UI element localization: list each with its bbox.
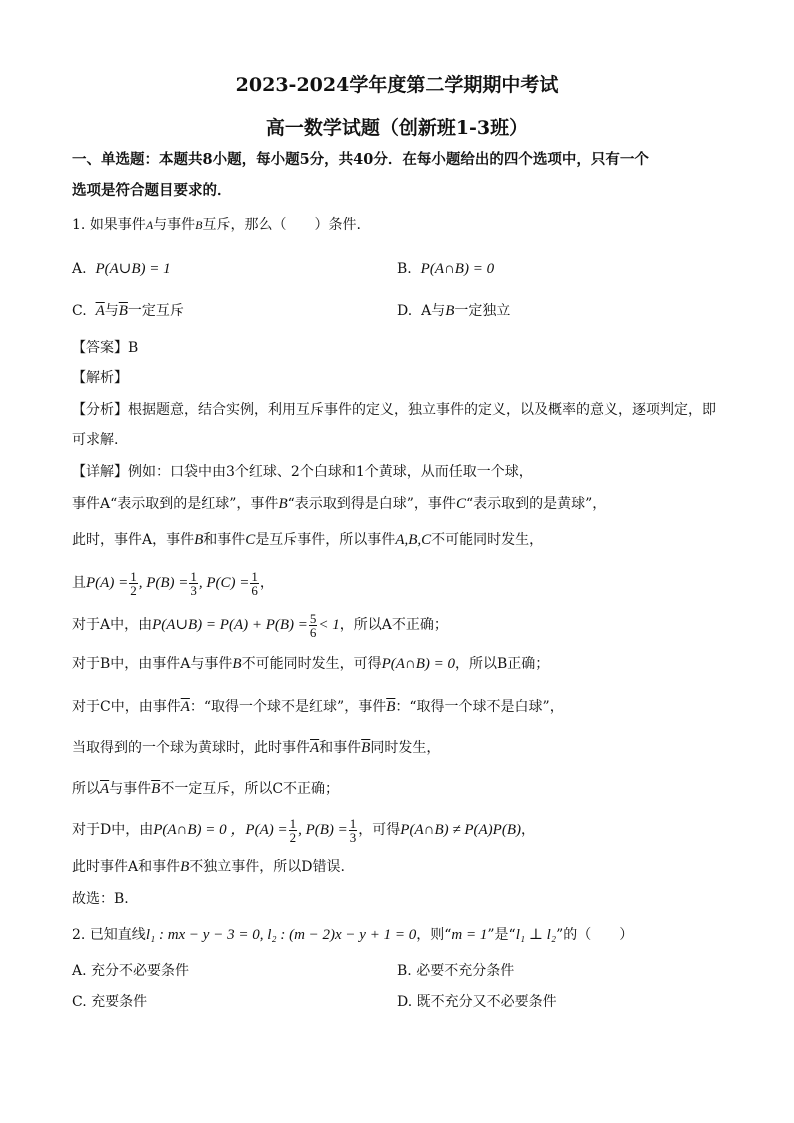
- question-number: 2.: [72, 927, 86, 943]
- q2-option-d[interactable]: D. 既不充分又不必要条件: [397, 994, 557, 1010]
- detail-line-1: 【详解】例如：口袋中由3个红球、2个白球和1个黄球，从而任取一个球，: [72, 464, 533, 480]
- option-c[interactable]: C. $\overline{A}$与$\overline{B}$一定互斥: [72, 303, 184, 319]
- option-a[interactable]: A. P(A∪B) = 1: [72, 261, 171, 277]
- question-number: 1.: [72, 217, 86, 233]
- exam-title: 2023-2024学年度第二学期期中考试: [235, 74, 559, 96]
- section-heading-cont: 选项是符合题目要求的．: [72, 182, 232, 199]
- detail-line-3: 此时，事件A，事件B和事件C是互斥事件，所以事件A,B,C不可能同时发生，: [72, 532, 544, 548]
- detail-line-8: 当取得到的一个球为黄球时，此时事件$\overline{A}$和事件$\overline{B}$同时发生，: [72, 740, 441, 756]
- detail-line-2: 事件A“表示取到的是红球”，事件B“表示取到得是白球”，事件C“表示取到的是黄球”，: [72, 496, 607, 512]
- question-2-stem: 2. 已知直线l₁ : mx − y − 3 = 0, l₂ : (m − 2)x − y + 1 = 0，则“m = 1”是“l₁ ⊥ l₂”的（ ）: [72, 927, 634, 943]
- q2-option-c[interactable]: C. 充要条件: [72, 994, 148, 1010]
- fenxi-line-2: 可求解.: [72, 432, 119, 448]
- detail-line-12: 故选：B.: [72, 891, 129, 907]
- detail-line-9: 所以$\overline{A}$与事件$\overline{B}$不一定互斥，所以C不正确；: [72, 781, 340, 797]
- detail-line-10: 对于D中，由P(A∩B) = 0 ，P(A) = $\frac{1}{2}$ , P(B) = $\frac{1}{3}$ ，可得P(A∩B) ≠ P(A)P(B)，: [72, 815, 535, 845]
- detail-line-11: 此时事件A和事件B不独立事件，所以D错误.: [72, 859, 345, 875]
- detail-line-7: 对于C中，由事件$\overline{A}$：“取得一个球不是红球”，事件$\overline{B}$：“取得一个球不是白球”，: [72, 699, 564, 715]
- answer-tag: 【答案】: [72, 340, 128, 356]
- detail-line-5: 对于A中，由P(A∪B) = P(A) + P(B) = $\frac{5}{6}$ < 1，所以A不正确；: [72, 610, 448, 640]
- q2-option-a[interactable]: A. 充分不必要条件: [72, 963, 190, 979]
- answer-value: B: [128, 340, 139, 356]
- answer-line: [72, 338, 138, 358]
- fenxi-line-1: 【分析】根据题意，结合实例，利用互斥事件的定义，独立事件的定义，以及概率的意义，逐项判定，即: [72, 402, 716, 418]
- analysis-tag: 【解析】: [72, 370, 128, 386]
- option-d[interactable]: D. A与B一定独立: [397, 303, 511, 319]
- section-heading: 一、单选题：本题共8小题，每小题5分，共40分．在每小题给出的四个选项中，只有一个: [72, 151, 649, 168]
- detail-line-4: 且P(A) = $\frac{1}{2}$ , P(B) = $\frac{1}{3}$ , P(C) = $\frac{1}{6}$ ，: [72, 568, 274, 598]
- q2-option-b[interactable]: B. 必要不充分条件: [397, 963, 515, 979]
- detail-line-6: 对于B中，由事件A与事件B不可能同时发生，可得P(A∩B) = 0，所以B正确；: [72, 656, 550, 672]
- option-b[interactable]: B. P(A∩B) = 0: [397, 261, 495, 277]
- exam-subtitle: 高一数学试题（创新班1-3班）: [265, 117, 529, 139]
- question-1-stem: 1. 如果事件A与事件B互斥，那么（ ）条件.: [72, 217, 361, 233]
